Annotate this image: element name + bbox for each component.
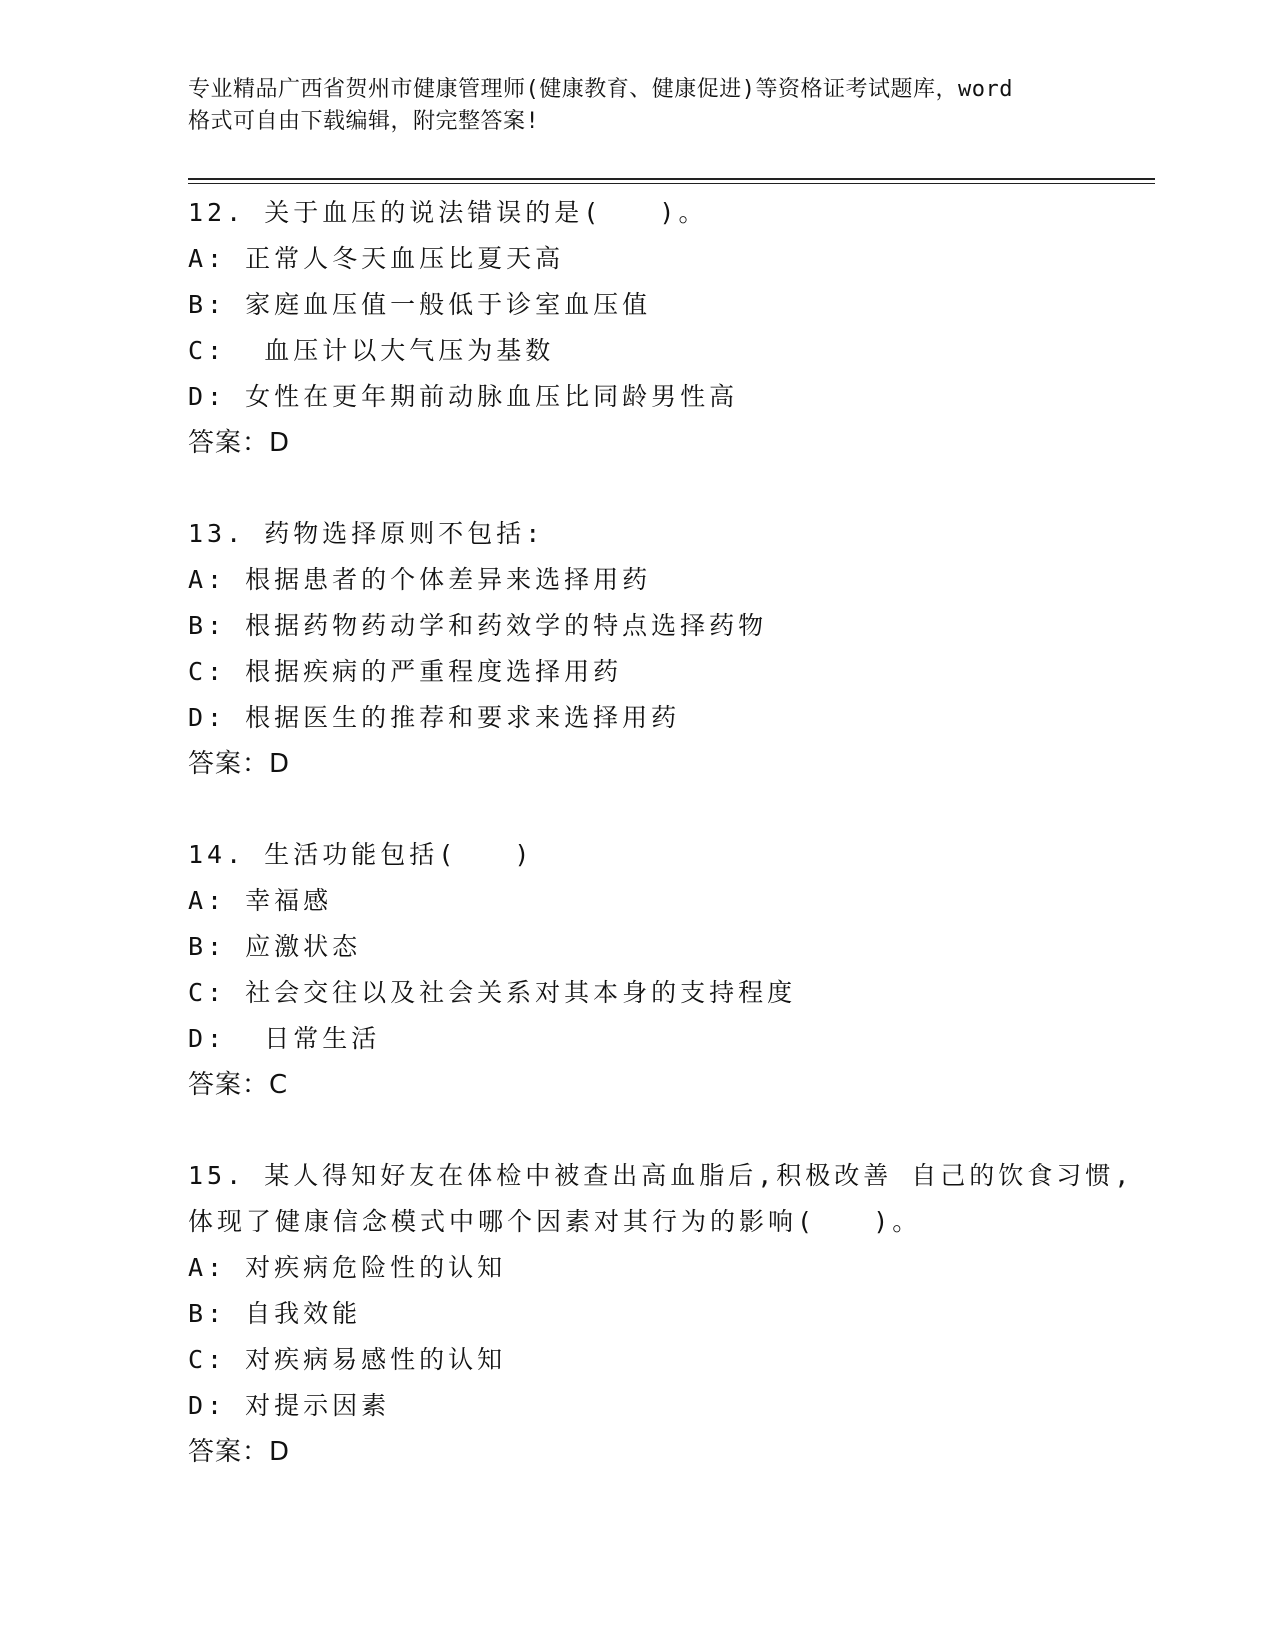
option-a: A: 正常人冬天血压比夏天高 (188, 244, 565, 273)
option-c: C: 根据疾病的严重程度选择用药 (188, 657, 623, 686)
question-stem: 14. 生活功能包括( ) (188, 840, 534, 869)
question-14 (188, 832, 1148, 1108)
option-b: B: 家庭血压值一般低于诊室血压值 (188, 290, 652, 319)
header-divider-thin (188, 183, 1155, 184)
answer-label: 答案：C (188, 1070, 289, 1100)
option-a: A: 对疾病危险性的认知 (188, 1253, 507, 1282)
question-stem: 12. 关于血压的说法错误的是( )。 (188, 198, 708, 227)
question-stem: 15. 某人得知好友在体检中被查出高血脂后,积极改善 自己的饮食习惯,体现了健康信念模式中哪个因素对其行为的影响( )。 (188, 1161, 1134, 1236)
question-list (188, 190, 1148, 1520)
option-b: B: 根据药物药动学和药效学的特点选择药物 (188, 611, 768, 640)
option-c: C: 血压计以大气压为基数 (188, 336, 555, 365)
option-c: C: 社会交往以及社会关系对其本身的支持程度 (188, 978, 797, 1007)
option-b: B: 自我效能 (188, 1299, 362, 1328)
header-line-2: 格式可自由下载编辑，附完整答案! (188, 109, 540, 134)
question-15 (188, 1153, 1148, 1475)
header-divider-thick (188, 178, 1155, 180)
header-line-1: 专业精品广西省贺州市健康管理师(健康教育、健康促进)等资格证考试题库，word (188, 77, 1013, 102)
option-c: C: 对疾病易感性的认知 (188, 1345, 507, 1374)
answer-label: 答案：D (188, 749, 291, 779)
option-d: D: 女性在更年期前动脉血压比同龄男性高 (188, 382, 739, 411)
answer-label: 答案：D (188, 428, 291, 458)
question-12 (188, 190, 1148, 466)
document-header (188, 74, 1088, 138)
question-13 (188, 511, 1148, 787)
question-stem: 13. 药物选择原则不包括: (188, 519, 545, 548)
option-b: B: 应激状态 (188, 932, 362, 961)
option-d: D: 日常生活 (188, 1024, 381, 1053)
option-d: D: 根据医生的推荐和要求来选择用药 (188, 703, 681, 732)
option-d: D: 对提示因素 (188, 1391, 391, 1420)
option-a: A: 根据患者的个体差异来选择用药 (188, 565, 652, 594)
answer-label: 答案：D (188, 1437, 291, 1467)
option-a: A: 幸福感 (188, 886, 333, 915)
